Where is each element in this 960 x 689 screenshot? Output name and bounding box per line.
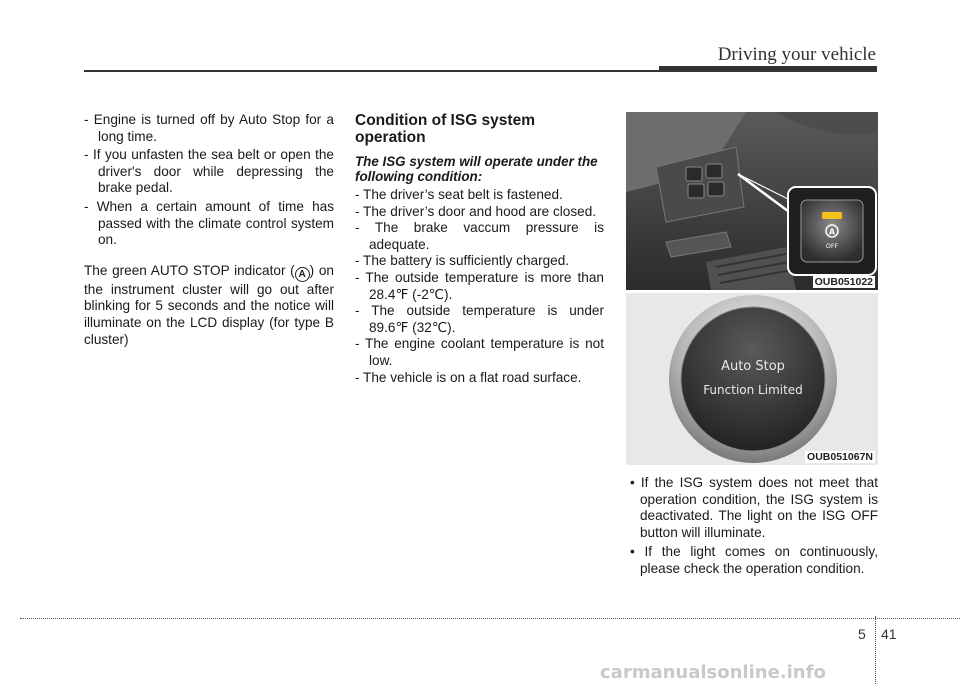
- indicator-paragraph: [84, 263, 334, 348]
- paragraph-text: The green AUTO STOP indicator (: [84, 262, 295, 278]
- auto-stop-indicator-icon: A: [295, 267, 310, 282]
- list-item: - The vehicle is on a flat road surface.: [355, 369, 582, 385]
- isg-off-button-photo: [626, 112, 878, 290]
- isg-off-text: OFF: [825, 242, 839, 250]
- footer-rule: [20, 618, 960, 619]
- function-limited-text: Function Limited: [703, 383, 803, 397]
- page-number-separator: [875, 616, 877, 684]
- header-rule-accent: [659, 66, 877, 72]
- column-middle: [355, 112, 604, 386]
- list-item: - When a certain amount of time has passed with the climate control system on.: [84, 198, 334, 248]
- watermark: carmanualsonline.info: [600, 662, 826, 683]
- list-item: - The outside temperature is under 89.6℉ (32℃).: [355, 303, 604, 335]
- auto-stop-display-illustration: [626, 293, 878, 465]
- dashboard-illustration: [626, 112, 878, 290]
- page-header-title: Driving your vehicle: [717, 44, 876, 65]
- figure-label: OUB051022: [814, 276, 873, 288]
- section-heading: Condition of ISG system operation: [355, 112, 535, 146]
- bullet-list: [626, 475, 878, 578]
- header-rule: [84, 70, 659, 72]
- section-subheading: The ISG system will operate under the following condition:: [355, 154, 598, 184]
- list-item: • If the light comes on continuously, please check the operation condition.: [630, 544, 878, 576]
- column-left: [84, 112, 334, 348]
- list-item: - The driver’s seat belt is fastened.: [355, 187, 563, 202]
- list-item: - The brake vaccum pressure is adequate.: [355, 220, 604, 252]
- list-item: - Engine is turned off by Auto Stop for a long time.: [84, 112, 334, 144]
- list-item: - The battery is sufficiently charged.: [355, 253, 570, 269]
- list-item: - The outside temperature is more than 28.4℉ (-2℃).: [355, 269, 604, 302]
- svg-text:A: A: [828, 227, 836, 237]
- list-item: - If you unfasten the sea belt or open the driver's door while depressing the brake pedal.: [84, 147, 334, 196]
- list-item: - The engine coolant temperature is not low.: [355, 336, 604, 368]
- page-number: 41: [881, 626, 897, 642]
- column-right: [626, 112, 878, 581]
- auto-stop-text: Auto Stop: [721, 359, 785, 374]
- figure-label: OUB051067N: [807, 451, 873, 463]
- list-item: - The driver’s door and hood are closed.: [355, 203, 597, 219]
- auto-stop-display-image: [626, 293, 878, 465]
- paragraph-text: ) on the instrument cluster will go out after blinking for 5 seconds and the notice will illuminate on the LCD display (for type B cluster): [84, 262, 334, 347]
- list-item: • If the ISG system does not meet that operation condition, the ISG system is deactivated. The light on the ISG OFF button will illuminate.: [630, 475, 878, 540]
- section-number: 5: [858, 626, 866, 642]
